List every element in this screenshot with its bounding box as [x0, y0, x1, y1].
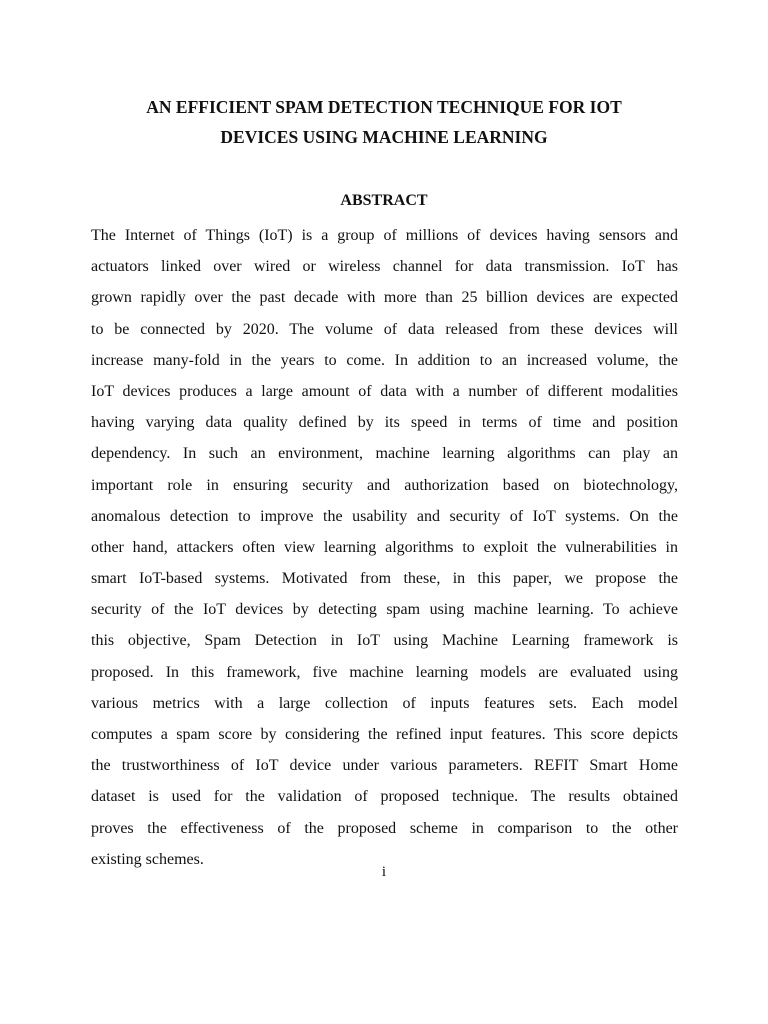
- abstract-line: The Internet of Things (IoT) is a group of millions of devices having sensors and: [91, 227, 678, 244]
- title-line: DEVICES USING MACHINE LEARNING: [220, 127, 548, 147]
- abstract-body: [91, 220, 678, 875]
- abstract-line: important role in ensuring security and authorization based on biotechnology,: [91, 476, 678, 494]
- abstract-line: increase many-fold in the years to come. In addition to an increased volume, the: [91, 351, 678, 369]
- abstract-line: various metrics with a large collection of inputs features sets. Each model: [91, 694, 678, 712]
- abstract-line: actuators linked over wired or wireless channel for data transmission. IoT has: [91, 258, 678, 276]
- abstract-line: the trustworthiness of IoT device under various parameters. REFIT Smart Home: [91, 757, 678, 775]
- abstract-line: smart IoT-based systems. Motivated from these, in this paper, we propose the: [91, 570, 678, 588]
- abstract-line: dataset is used for the validation of proposed technique. The results obtained: [91, 788, 678, 806]
- abstract-line: other hand, attackers often view learning algorithms to exploit the vulnerabilities in: [91, 538, 678, 556]
- page-number: i: [381, 864, 387, 880]
- abstract-line: dependency. In such an environment, machine learning algorithms can play an: [91, 445, 678, 463]
- abstract-line: computes a spam score by considering the refined input features. This score depicts: [91, 726, 678, 743]
- abstract-line: existing schemes.: [91, 850, 204, 868]
- document-title: [60, 92, 708, 152]
- abstract-line: IoT devices produces a large amount of data with a number of different modalities: [91, 382, 678, 400]
- abstract-heading: ABSTRACT: [340, 192, 428, 209]
- abstract-line: grown rapidly over the past decade with more than 25 billion devices are expected: [91, 289, 678, 307]
- abstract-line: to be connected by 2020. The volume of data released from these devices will: [91, 320, 678, 338]
- abstract-line: this objective, Spam Detection in IoT using Machine Learning framework is: [91, 632, 678, 650]
- abstract-line: having varying data quality defined by its speed in terms of time and position: [91, 414, 678, 432]
- abstract-line: anomalous detection to improve the usability and security of IoT systems. On the: [91, 507, 678, 525]
- abstract-line: proposed. In this framework, five machine learning models are evaluated using: [91, 663, 678, 681]
- abstract-line: proves the effectiveness of the proposed scheme in comparison to the other: [91, 819, 678, 837]
- title-line: AN EFFICIENT SPAM DETECTION TECHNIQUE FOR IOT: [146, 97, 622, 117]
- abstract-line: security of the IoT devices by detecting spam using machine learning. To achieve: [91, 601, 678, 619]
